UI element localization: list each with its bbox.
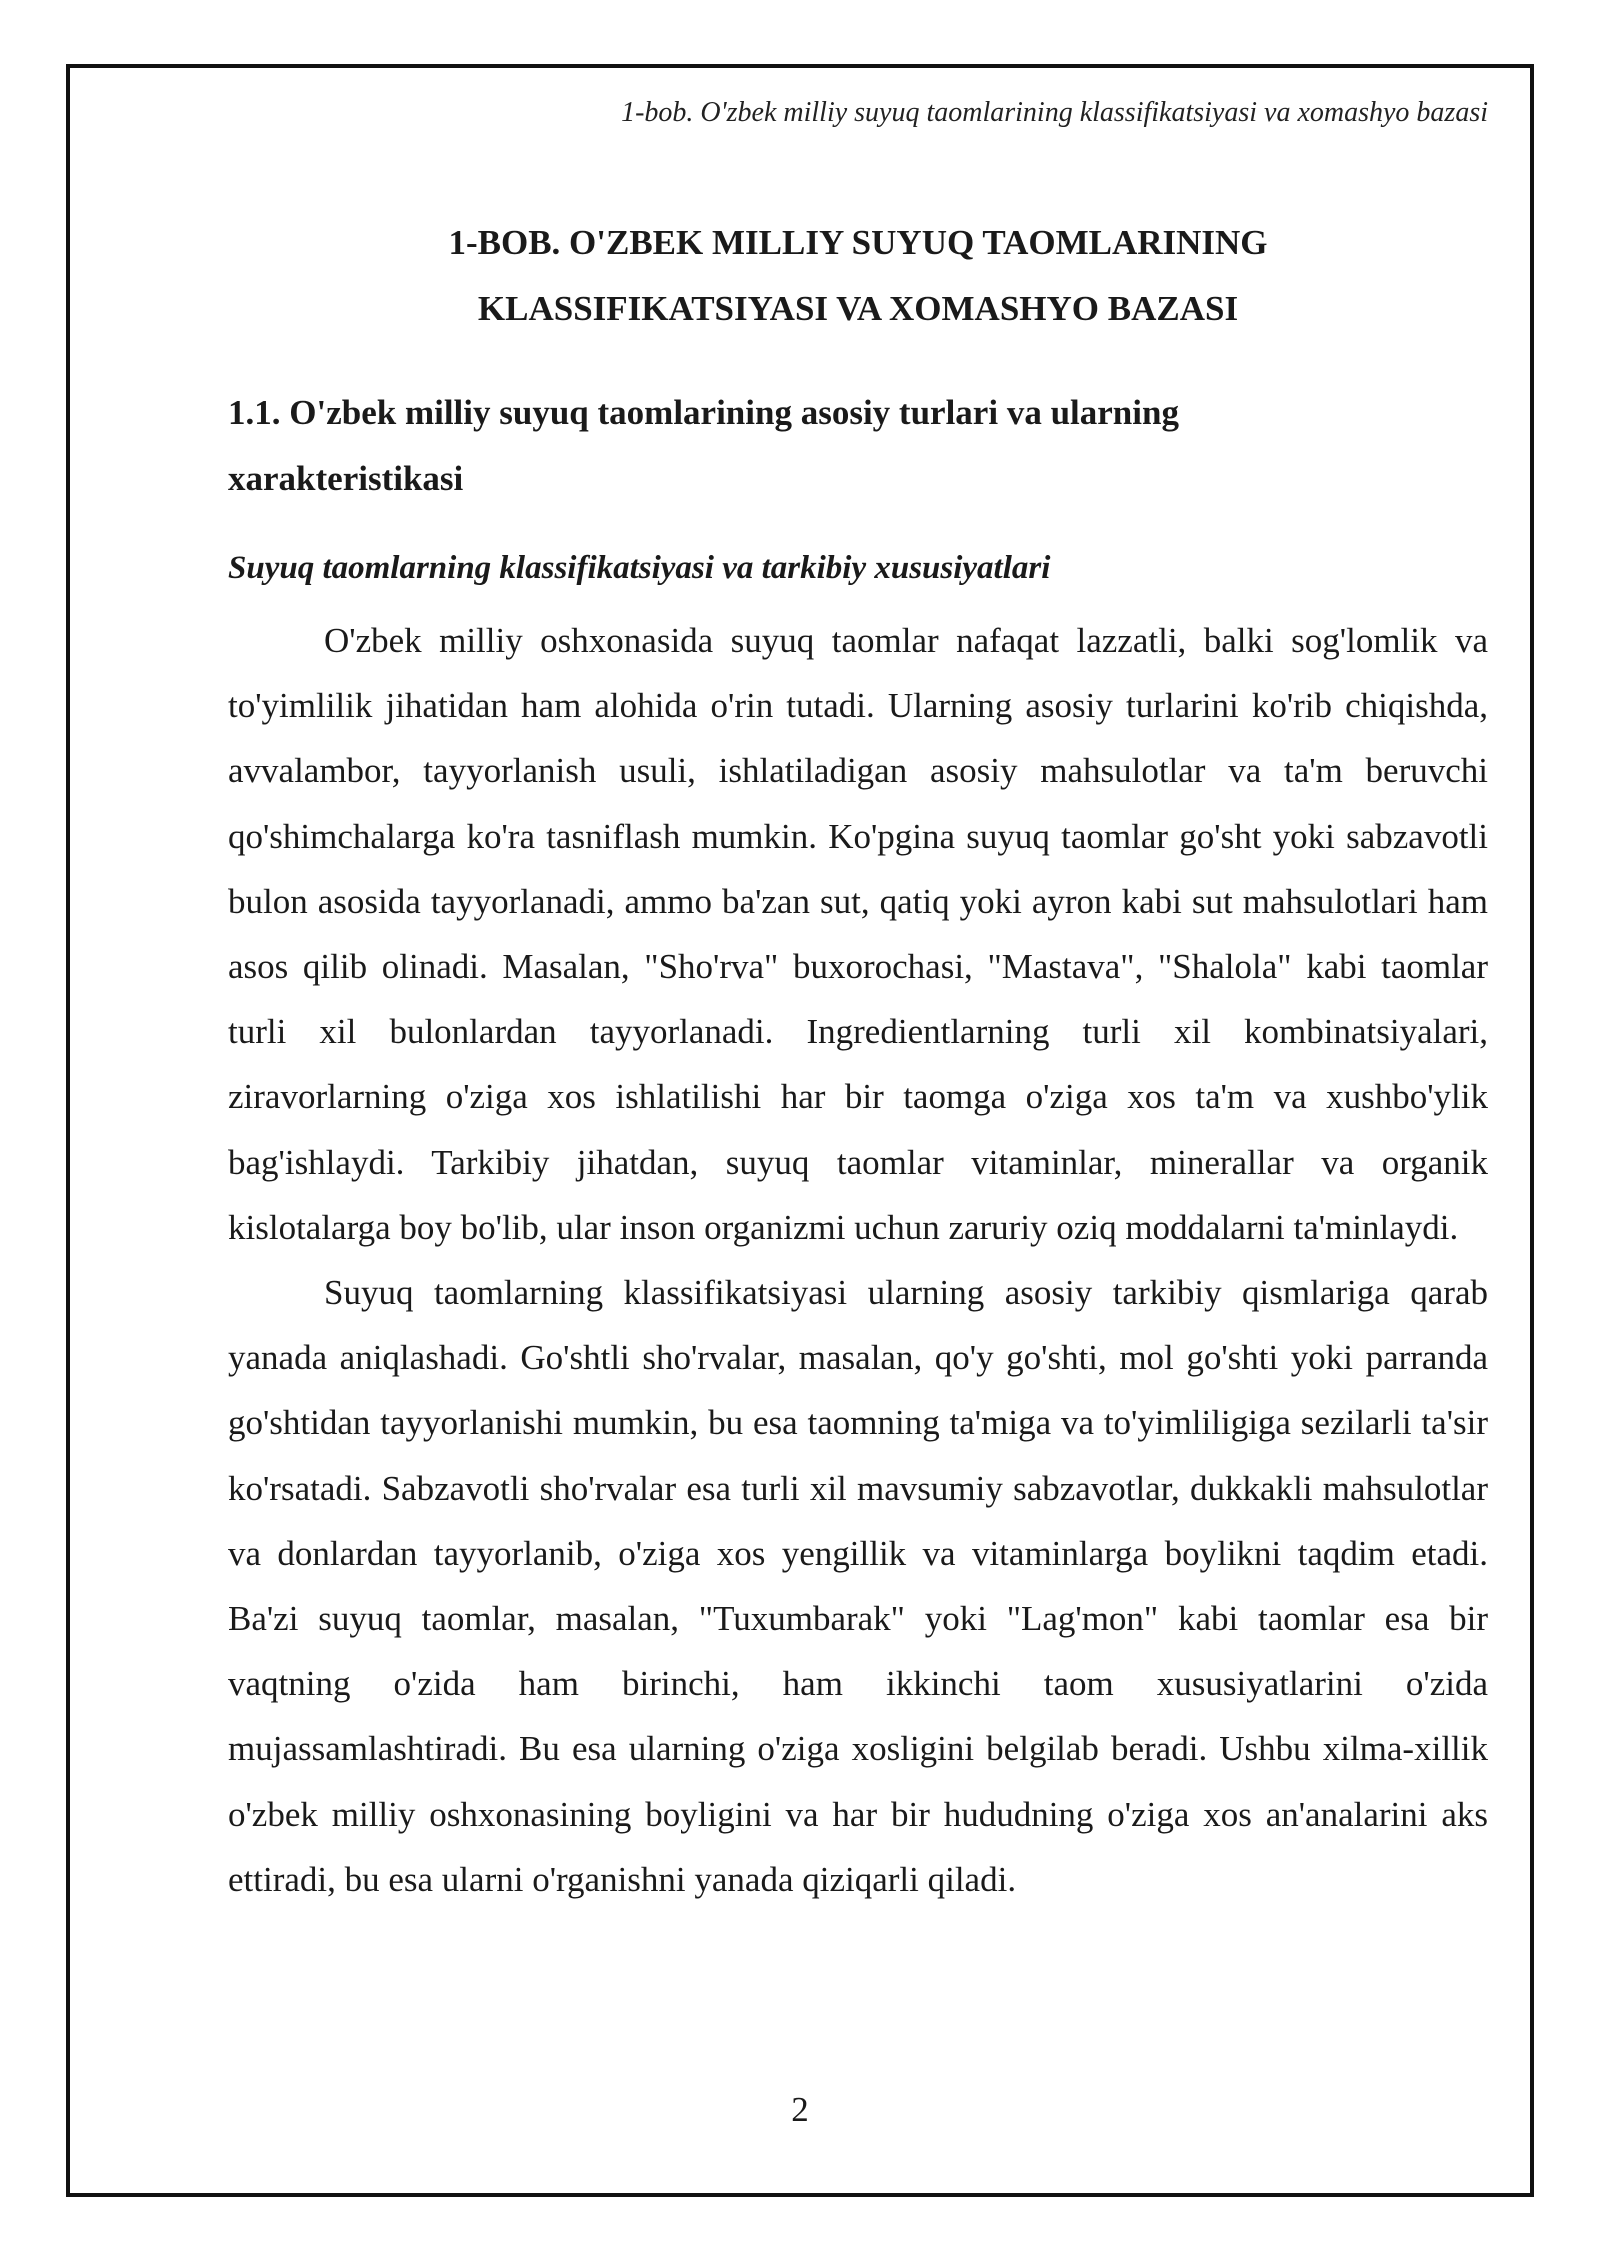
paragraph: O'zbek milliy oshxonasida suyuq taomlar nafaqat lazzatli, balki sog'lomlik va to'yimlilik jihatidan ham alohida o'rin tutadi. Ularning asosiy turlarini ko'rib chiqishda, avvalambor, tayyorlanish usuli, ishlatiladigan asosiy mahsulotlar va ta'm beruvchi qo'shimchalarga ko'ra tasniflash mumkin. Ko'pgina suyuq taomlar go'sht yoki sabzavotli bulon asosida tayyorlanadi, ammo ba'zan sut, qatiq yoki ayron kabi sut mahsulotlari ham asos qilib olinadi. Masalan, "Sho'rva" buxorochasi, "Mastava", "Shalola" kabi taomlar turli xil bulonlardan tayyorlanadi. Ingredientlarning turli xil kombinatsiyalari, ziravorlarning o'ziga xos ishlatilishi har bir taomga o'ziga xos ta'm va xushbo'ylik bag'ishlaydi. Tarkibiy jihatdan, suyuq taomlar vitaminlar, minerallar va organik kislotalarga boy bo'lib, ular inson organizmi uchun zaruriy oziq moddalarni ta'minlaydi. [228, 621, 1488, 1247]
chapter-title [228, 210, 1488, 342]
section-title [228, 380, 1328, 512]
section-title-line-1: 1.1. O'zbek milliy suyuq taomlarining asosiy turlari va ularning [228, 393, 1179, 432]
chapter-title-line-1: 1-BOB. O'ZBEK MILLIY SUYUQ TAOMLARINING [448, 223, 1268, 262]
chapter-title-line-2: KLASSIFIKATSIYASI VA XOMASHYO BAZASI [477, 289, 1239, 328]
body-text [228, 608, 1488, 1912]
page-number: 2 [791, 2090, 809, 2129]
paragraph: Suyuq taomlarning klassifikatsiyasi ularning asosiy tarkibiy qismlariga qarab yanada aniqlashadi. Go'shtli sho'rvalar, masalan, qo'y go'shti, mol go'shti yoki parranda go'shtidan tayyorlanishi mumkin, bu esa taomning ta'miga va to'yimliligiga sezilarli ta'sir ko'rsatadi. Sabzavotli sho'rvalar esa turli xil mavsumiy sabzavotlar, dukkakli mahsulotlar va donlardan tayyorlanib, o'ziga xos yengillik va vitaminlarga boylikni taqdim etadi. Ba'zi suyuq taomlar, masalan, "Tuxumbarak" yoki "Lag'mon" kabi taomlar esa bir vaqtning o'zida ham birinchi, ham ikkinchi taom xususiyatlarini o'zida mujassamlashtiradi. Bu esa ularning o'ziga xosligini belgilab beradi. Ushbu xilma-xillik o'zbek milliy oshxonasining boyligini va har bir hududning o'ziga xos an'analarini aks ettiradi, bu esa ularni o'rganishni yanada qiziqarli qiladi. [228, 1273, 1488, 1899]
section-title-line-2: xarakteristikasi [228, 459, 464, 498]
subsection-title: Suyuq taomlarning klassifikatsiyasi va tarkibiy xususiyatlari [228, 550, 1051, 586]
running-header: 1-bob. O'zbek milliy suyuq taomlarining klassifikatsiyasi va xomashyo bazasi [621, 97, 1488, 128]
